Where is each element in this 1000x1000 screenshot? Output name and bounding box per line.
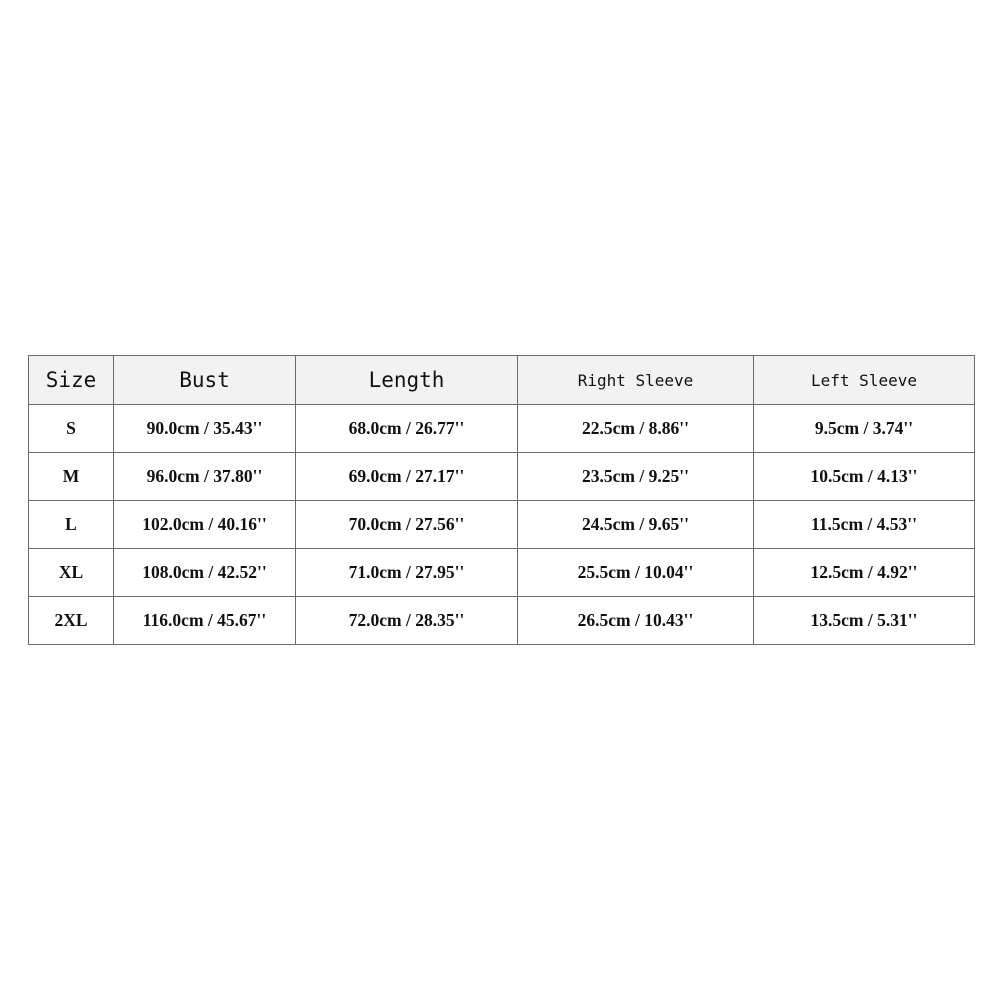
table-row [29, 405, 975, 453]
header-length: Length [296, 356, 518, 405]
cell-right-sleeve: 25.5cm / 10.04'' [518, 549, 754, 597]
header-right-sleeve: Right Sleeve [518, 356, 754, 405]
table-row [29, 549, 975, 597]
cell-left-sleeve: 13.5cm / 5.31'' [754, 597, 975, 645]
cell-left-sleeve: 11.5cm / 4.53'' [754, 501, 975, 549]
cell-right-sleeve: 24.5cm / 9.65'' [518, 501, 754, 549]
cell-size: 2XL [29, 597, 114, 645]
header-row [29, 356, 975, 405]
cell-size: S [29, 405, 114, 453]
header-size: Size [29, 356, 114, 405]
cell-bust: 116.0cm / 45.67'' [114, 597, 296, 645]
table-body [29, 405, 975, 645]
cell-left-sleeve: 9.5cm / 3.74'' [754, 405, 975, 453]
cell-right-sleeve: 23.5cm / 9.25'' [518, 453, 754, 501]
table-row [29, 597, 975, 645]
header-left-sleeve: Left Sleeve [754, 356, 975, 405]
cell-size: L [29, 501, 114, 549]
table-row [29, 453, 975, 501]
cell-bust: 108.0cm / 42.52'' [114, 549, 296, 597]
cell-size: M [29, 453, 114, 501]
cell-right-sleeve: 26.5cm / 10.43'' [518, 597, 754, 645]
cell-length: 69.0cm / 27.17'' [296, 453, 518, 501]
cell-length: 68.0cm / 26.77'' [296, 405, 518, 453]
header-bust: Bust [114, 356, 296, 405]
cell-left-sleeve: 10.5cm / 4.13'' [754, 453, 975, 501]
cell-right-sleeve: 22.5cm / 8.86'' [518, 405, 754, 453]
table-header [29, 356, 975, 405]
size-chart-table [28, 355, 975, 645]
table-row [29, 501, 975, 549]
cell-left-sleeve: 12.5cm / 4.92'' [754, 549, 975, 597]
cell-size: XL [29, 549, 114, 597]
cell-length: 71.0cm / 27.95'' [296, 549, 518, 597]
cell-bust: 102.0cm / 40.16'' [114, 501, 296, 549]
cell-length: 72.0cm / 28.35'' [296, 597, 518, 645]
cell-bust: 96.0cm / 37.80'' [114, 453, 296, 501]
cell-length: 70.0cm / 27.56'' [296, 501, 518, 549]
cell-bust: 90.0cm / 35.43'' [114, 405, 296, 453]
